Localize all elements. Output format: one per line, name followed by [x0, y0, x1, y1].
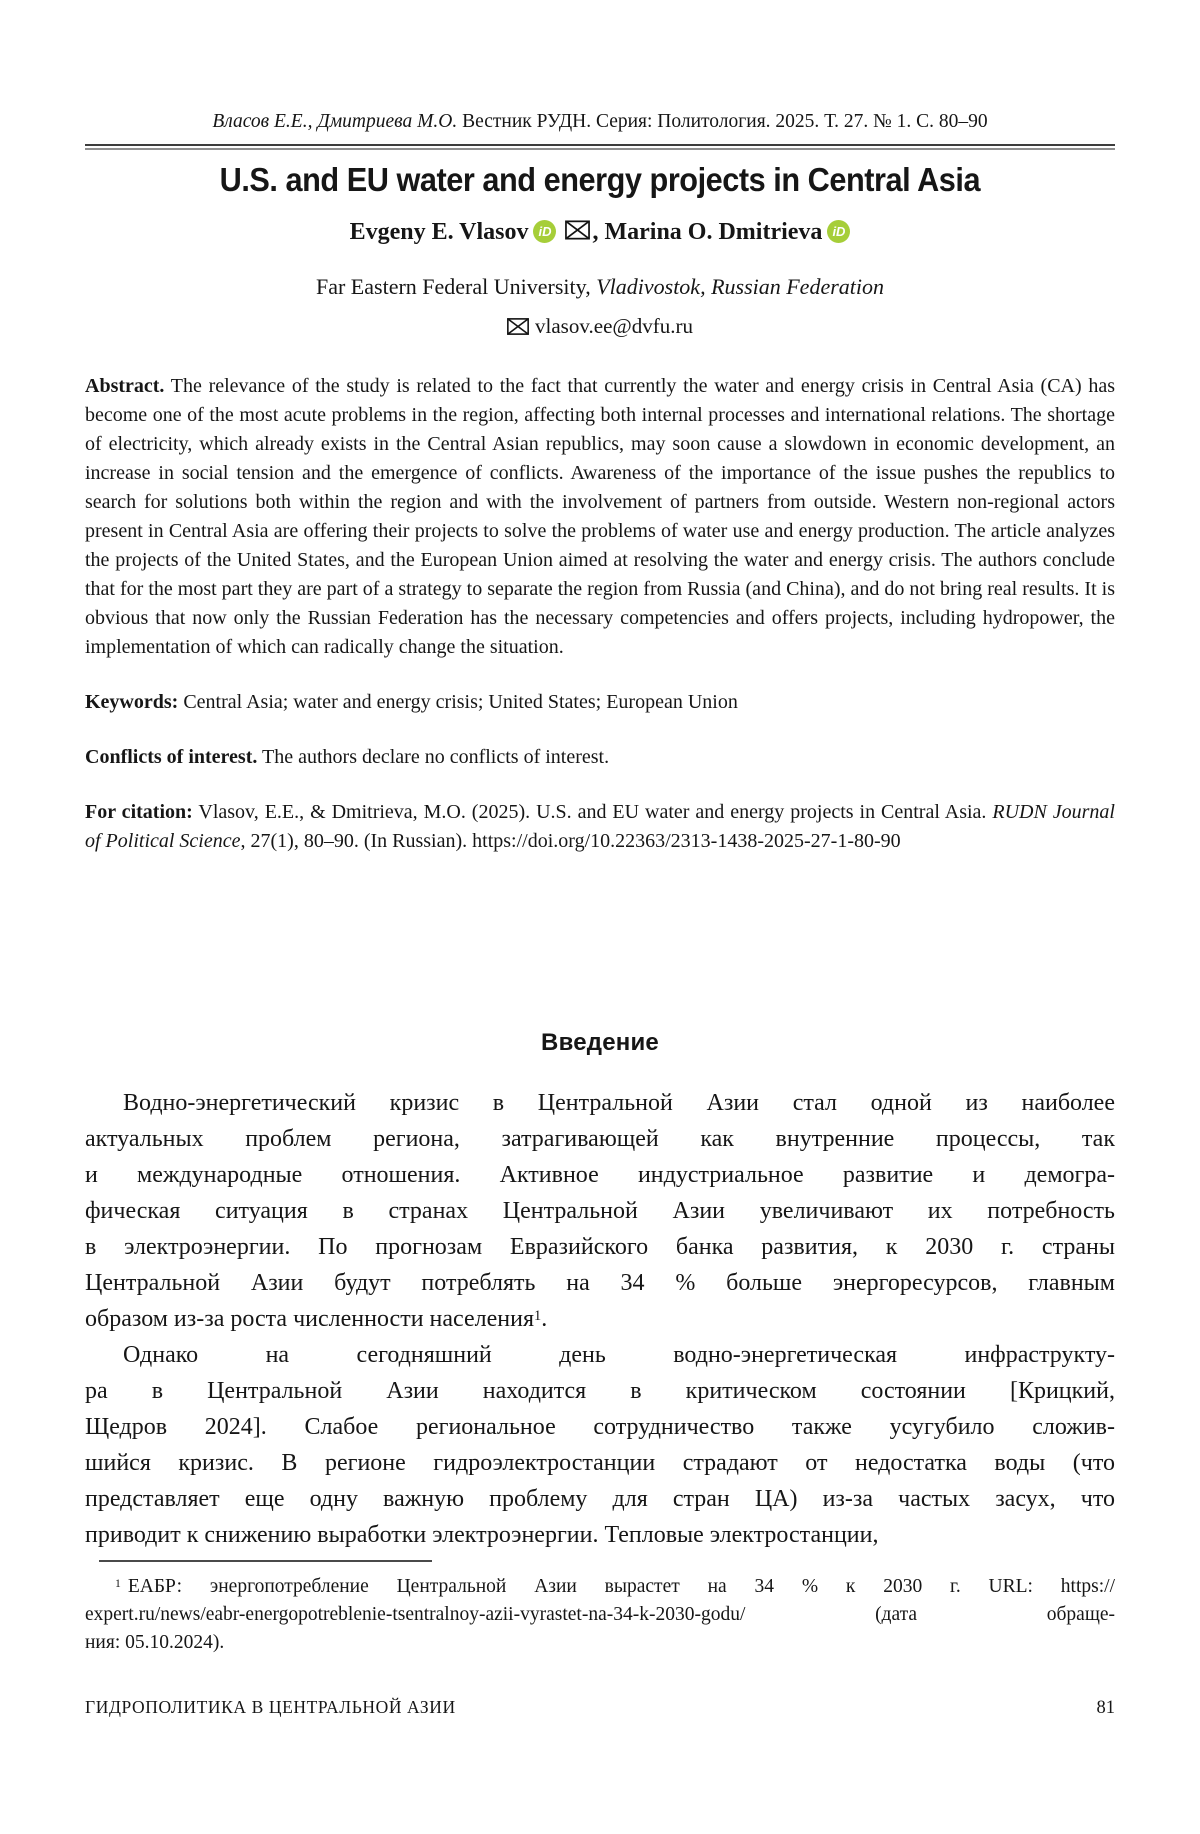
introduction-section [85, 1028, 1115, 1553]
author-name-1: Evgeny E. Vlasov [349, 219, 529, 245]
keywords-label: Keywords: [85, 691, 179, 713]
authors-line [85, 217, 1115, 248]
conflicts-text: The authors declare no conflicts of interest. [262, 746, 610, 768]
footnote-line-1 [85, 1573, 1115, 1601]
abstract-label: Abstract. [85, 375, 165, 397]
footer-section-title: ГИДРОПОЛИТИКА В ЦЕНТРАЛЬНОЙ АЗИИ [85, 1697, 456, 1717]
affiliation [85, 274, 1115, 300]
running-head-authors: Власов Е.Е., Дмитриева М.О. [212, 111, 458, 132]
running-head [85, 0, 1115, 133]
email-line [85, 313, 1115, 341]
page-content [85, 0, 1115, 856]
paragraph-text-tail: . [541, 1306, 548, 1332]
footnote-rule [99, 1560, 432, 1562]
intro-paragraph-2 [85, 1337, 1115, 1553]
envelope-icon [565, 220, 590, 246]
affiliation-place: Vladivostok, Russian Federation [596, 274, 884, 299]
citation-text-1: Vlasov, E.E., & Dmitrieva, M.O. (2025). U.S. and EU water and energy projects in Central Asia. [198, 801, 993, 823]
affiliation-institution: Far Eastern Federal University, [315, 274, 597, 299]
footnote [85, 1560, 1115, 1657]
section-heading-introduction: Введение [541, 1029, 659, 1056]
abstract-text: The relevance of the study is related to the fact that currently the water and energy crisis in Central Asia (CA) has become one of the most acute problems in the region, affecting both internal processes and international relations. The shortage of electricity, which already exists in the Central Asian republics, may soon cause a slowdown in economic development, an increase in social tension and the emergence of conflicts. Awareness of the importance of the issue pushes the republics to search for solutions both within the region and with the involvement of partners from outside. Western non-regional actors present in Central Asia are offering their projects to solve the problems of water use and energy production. The article analyzes the projects of the United States, and the European Union aimed at resolving the water and energy crisis. The authors conclude that for the most part they are part of a strategy to separate the region from Russia (and China), and do not bring real results. It is obvious that now only the Russian Federation has the necessary competencies and offers projects, including hydropower, the implementation of which can radically change the situation. [85, 375, 1116, 658]
orcid-icon[interactable]: iD [533, 220, 556, 243]
header-rule [85, 144, 1115, 150]
page-title-text: U.S. and EU water and energy projects in Central Asia [219, 161, 981, 198]
conflicts-of-interest [85, 743, 1115, 772]
keywords-text: Central Asia; water and energy crisis; United States; European Union [183, 691, 738, 713]
page-footer [85, 1697, 1115, 1719]
paragraph-lines: Водно-энергетический кризис в Центральной Азии стал одной из наиболее актуальных проблем региона, затрагивающей как внутренние процессы, так и международные отношения. Активное индустриальное развитие и демогра- фическая ситуация в странах Центральной Азии увеличивают их потребность в электроэнергии. По прогнозам Евразийского банка развития, к 2030 г. страны Центральной Азии будут потреблять на 34 % больше энергоресурсов, главным [85, 1090, 1115, 1296]
paragraph-last-line [85, 1301, 1115, 1337]
email-address[interactable]: vlasov.ee@dvfu.ru [535, 314, 693, 338]
paragraph-text: образом из-за роста численности населения [85, 1306, 534, 1332]
page-title [85, 161, 1115, 199]
paragraph-last-line: приводит к снижению выработки электроэнергии. Тепловые электростанции, [85, 1522, 879, 1548]
paragraph-lines: Однако на сегодняшний день водно-энергетическая инфраструкту- ра в Центральной Азии находится в критическом состоянии [Крицкий, Щедров 2024]. Слабое региональное сотрудничество также усугубило сложив- шийся кризис. В регионе гидроэлектростанции страдают от недостатка воды (что представляет еще одну важную проблему для стран ЦА) из-за частых засух, что [85, 1342, 1115, 1512]
citation-journal: RUDN Journal of Political Science [85, 801, 1115, 852]
abstract [85, 372, 1115, 662]
intro-paragraph-1 [85, 1085, 1115, 1337]
footnote-ref-marker: 1 [533, 1307, 542, 1324]
envelope-icon [507, 316, 529, 340]
citation [85, 798, 1115, 856]
footer-page-number: 81 [1096, 1698, 1115, 1718]
orcid-icon[interactable]: iD [827, 220, 850, 243]
author-separator: , [592, 219, 605, 245]
keywords [85, 688, 1115, 717]
footnote-number: 1 [115, 1576, 121, 1590]
footnote-line-3: ния: 05.10.2024). [85, 1632, 225, 1653]
running-head-journal-info: Вестник РУДН. Серия: Политология. 2025. Т. 27. № 1. С. 80–90 [462, 111, 988, 132]
conflicts-label: Conflicts of interest. [85, 746, 258, 768]
author-name-2: Marina O. Dmitrieva [604, 219, 823, 245]
citation-text-2: , 27(1), 80–90. (In Russian). [240, 830, 468, 852]
footnote-text-1: ЕАБР: энергопотребление Центральной Азии вырастет на 34 % к 2030 г. URL: https:// [127, 1576, 1115, 1597]
citation-label: For citation: [85, 801, 193, 823]
citation-doi[interactable]: https://doi.org/10.22363/2313-1438-2025-27-1-80-90 [472, 830, 901, 852]
footnote-line-2: expert.ru/news/eabr-energopotreblenie-tsentralnoy-azii-vyrastet-na-34-k-2030-godu/ (дата обраще- [85, 1604, 1115, 1625]
